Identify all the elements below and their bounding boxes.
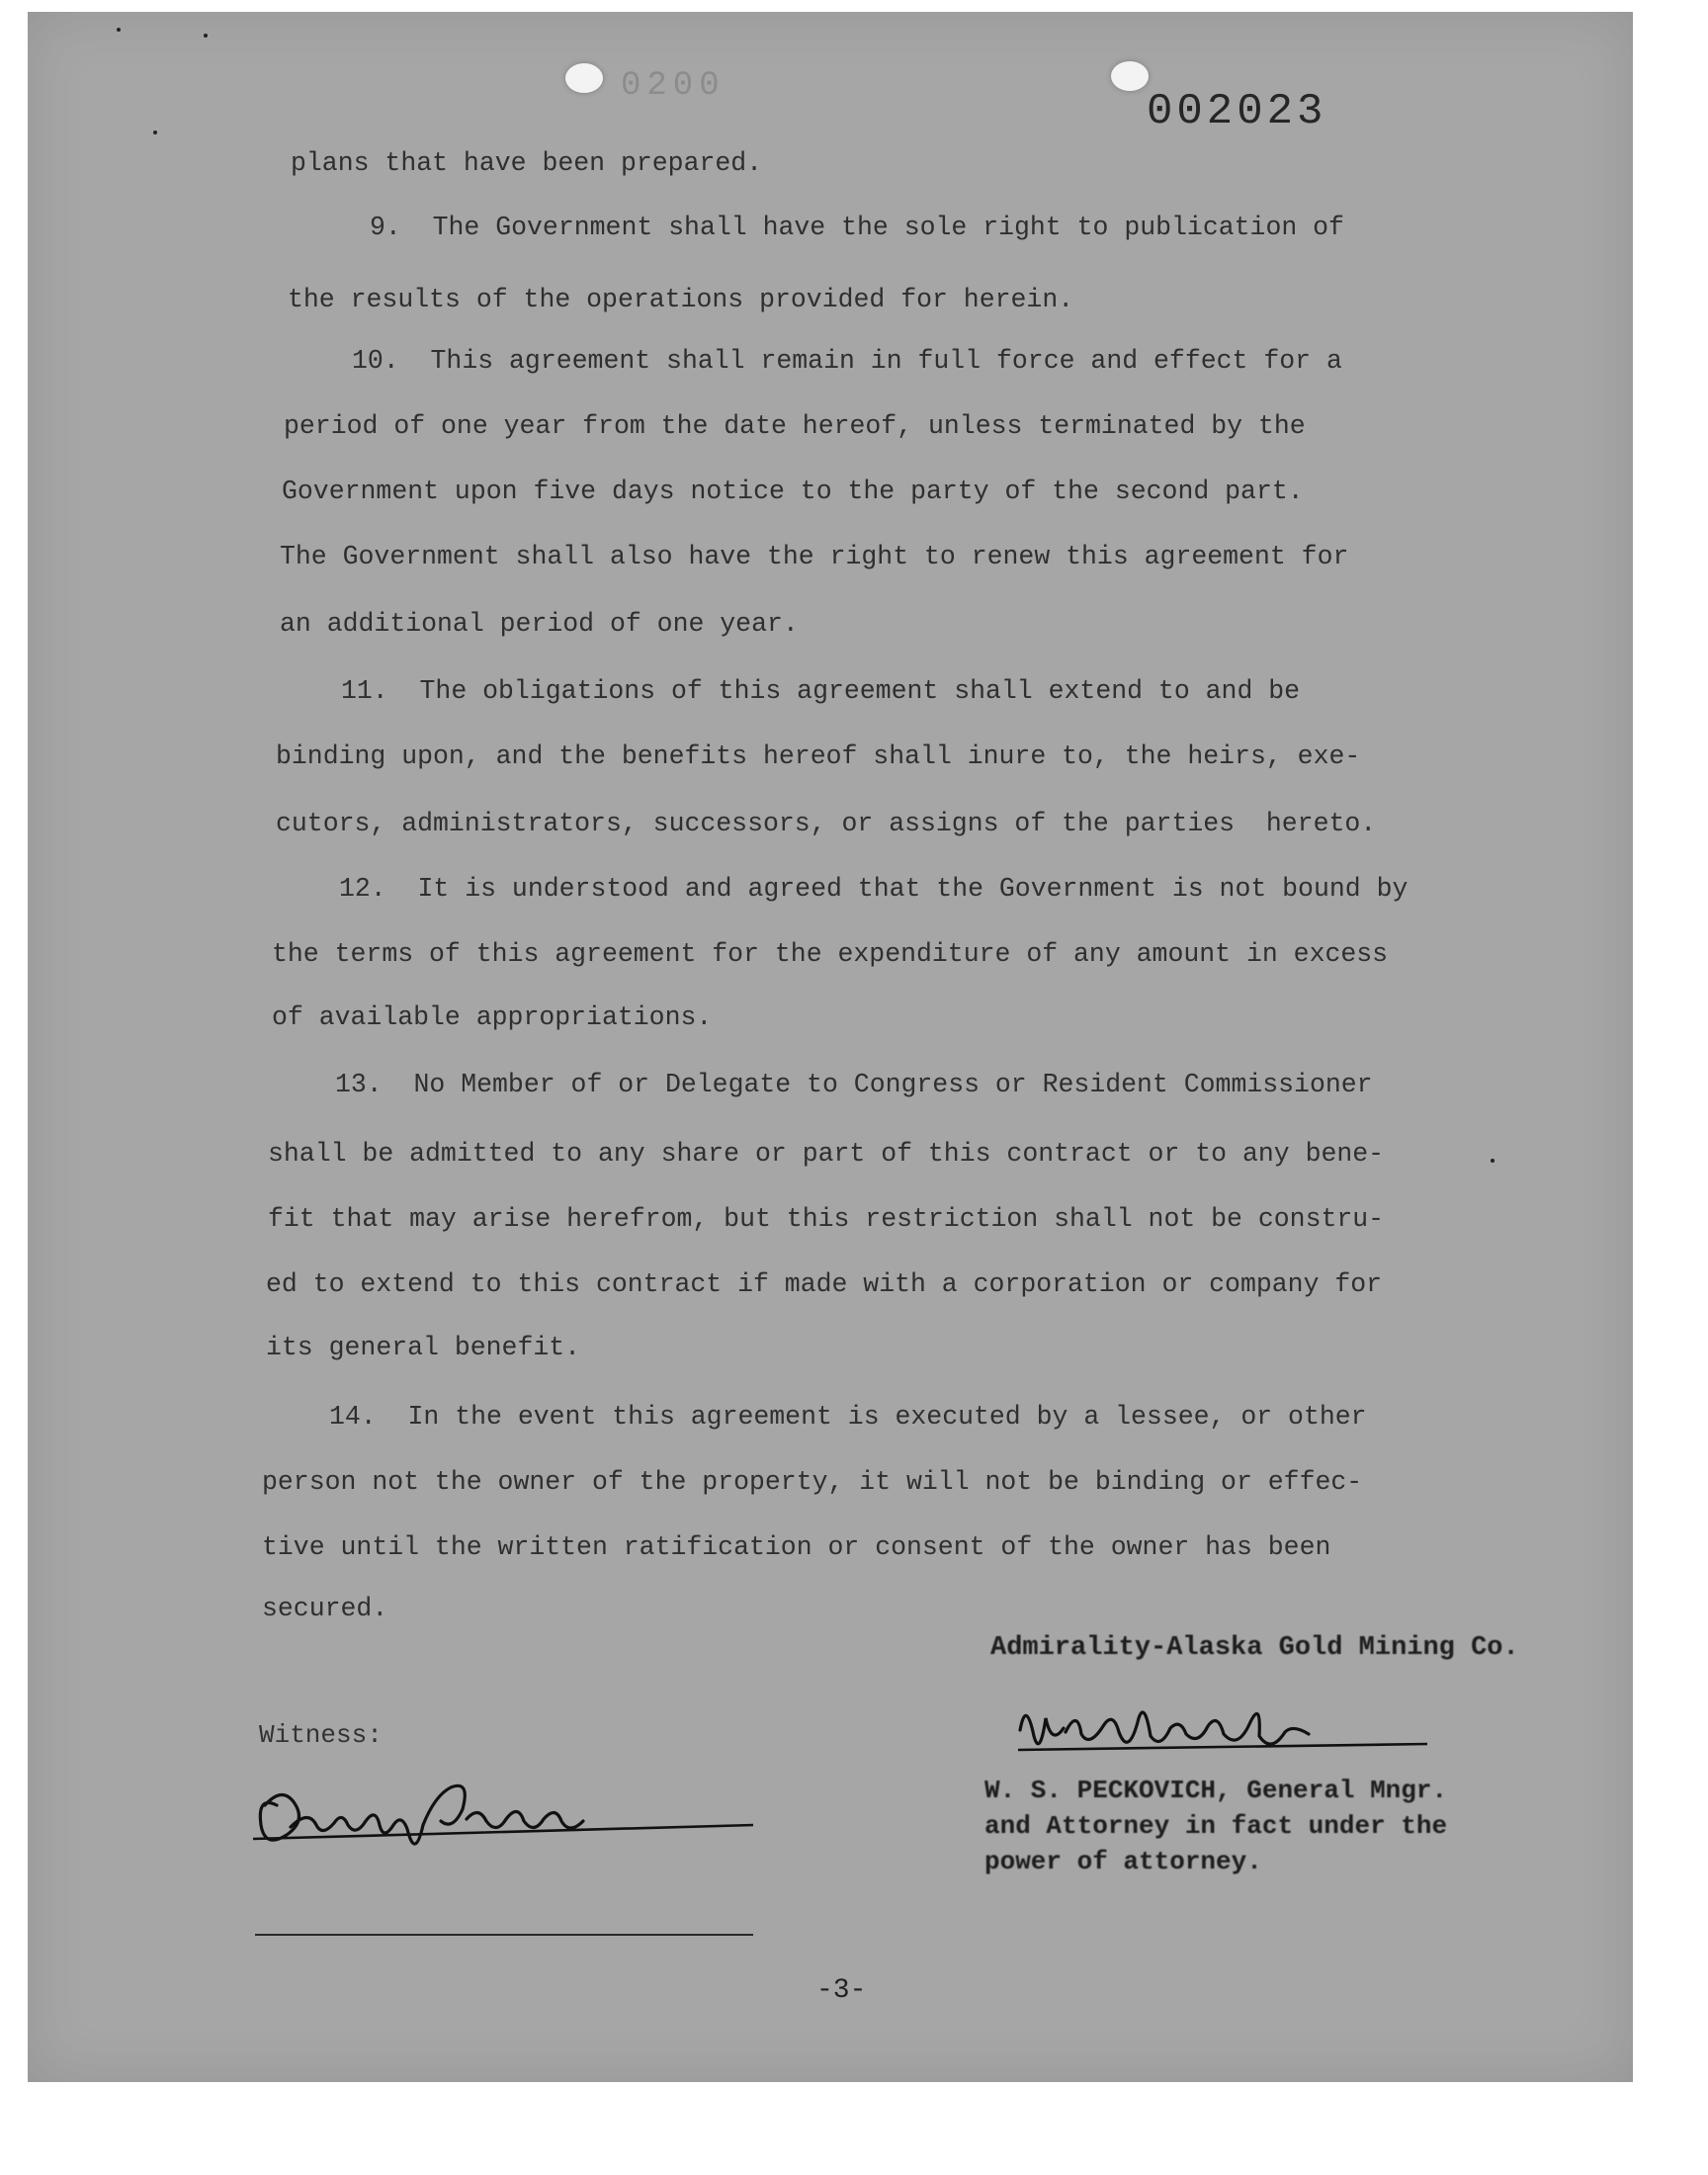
text-line: fit that may arise herefrom, but this restriction shall not be constru- bbox=[268, 1204, 1385, 1234]
scan-speck bbox=[1491, 1159, 1494, 1163]
text-line: the terms of this agreement for the expenditure of any amount in excess bbox=[272, 939, 1389, 969]
text-line: 13. No Member of or Delegate to Congress or Resident Commissioner bbox=[335, 1070, 1373, 1099]
text-line: plans that have been prepared. bbox=[291, 148, 763, 178]
scan-margin bbox=[0, 0, 28, 2175]
text-line: ed to extend to this contract if made with a corporation or company for bbox=[266, 1269, 1383, 1299]
company-signature bbox=[1012, 1689, 1427, 1778]
text-line: cutors, administrators, successors, or assigns of the parties hereto. bbox=[276, 809, 1377, 838]
scan-speck bbox=[117, 28, 121, 32]
signer-line: W. S. PECKOVICH, General Mngr. bbox=[984, 1776, 1448, 1805]
text-line: period of one year from the date hereof, unless terminated by the bbox=[284, 411, 1306, 441]
company-name-stamp: Admirality-Alaska Gold Mining Co. bbox=[990, 1633, 1519, 1663]
text-line: tive until the written ratification or consent of the owner has been bbox=[262, 1532, 1331, 1562]
text-line: Government upon five days notice to the party of the second part. bbox=[282, 477, 1304, 506]
text-line: the results of the operations provided for herein. bbox=[288, 285, 1074, 314]
scan-speck bbox=[153, 130, 157, 134]
page-number: -3- bbox=[816, 1975, 867, 2006]
text-line: secured. bbox=[262, 1594, 388, 1623]
witness-signature-line bbox=[255, 1934, 753, 1936]
signer-line: power of attorney. bbox=[984, 1847, 1262, 1876]
punch-hole-left bbox=[565, 63, 603, 93]
punch-hole-right bbox=[1111, 61, 1149, 91]
witness-signature bbox=[247, 1766, 761, 1874]
scan-speck bbox=[204, 34, 208, 38]
text-line: shall be admitted to any share or part of this contract or to any bene- bbox=[268, 1139, 1385, 1169]
text-line: of available appropriations. bbox=[272, 1002, 713, 1032]
text-line: binding upon, and the benefits hereof shall inure to, the heirs, exe- bbox=[276, 741, 1361, 771]
signer-line: and Attorney in fact under the bbox=[984, 1811, 1448, 1841]
text-line: its general benefit. bbox=[266, 1333, 581, 1362]
text-line: an additional period of one year. bbox=[280, 609, 799, 639]
text-line: 11. The obligations of this agreement shall extend to and be bbox=[341, 676, 1301, 706]
text-line: 14. In the event this agreement is executed by a lessee, or other bbox=[329, 1402, 1367, 1432]
text-line: person not the owner of the property, it will not be binding or effec- bbox=[262, 1467, 1363, 1497]
faint-page-stamp: 0200 bbox=[621, 67, 726, 105]
text-line: 10. This agreement shall remain in full force and effect for a bbox=[352, 346, 1342, 376]
text-line: 9. The Government shall have the sole right to publication of bbox=[370, 213, 1344, 242]
text-line: The Government shall also have the right to renew this agreement for bbox=[280, 542, 1349, 571]
document-number: 002023 bbox=[1147, 87, 1327, 136]
witness-label: Witness: bbox=[259, 1720, 383, 1750]
text-line: 12. It is understood and agreed that the Government is not bound by bbox=[339, 874, 1409, 904]
